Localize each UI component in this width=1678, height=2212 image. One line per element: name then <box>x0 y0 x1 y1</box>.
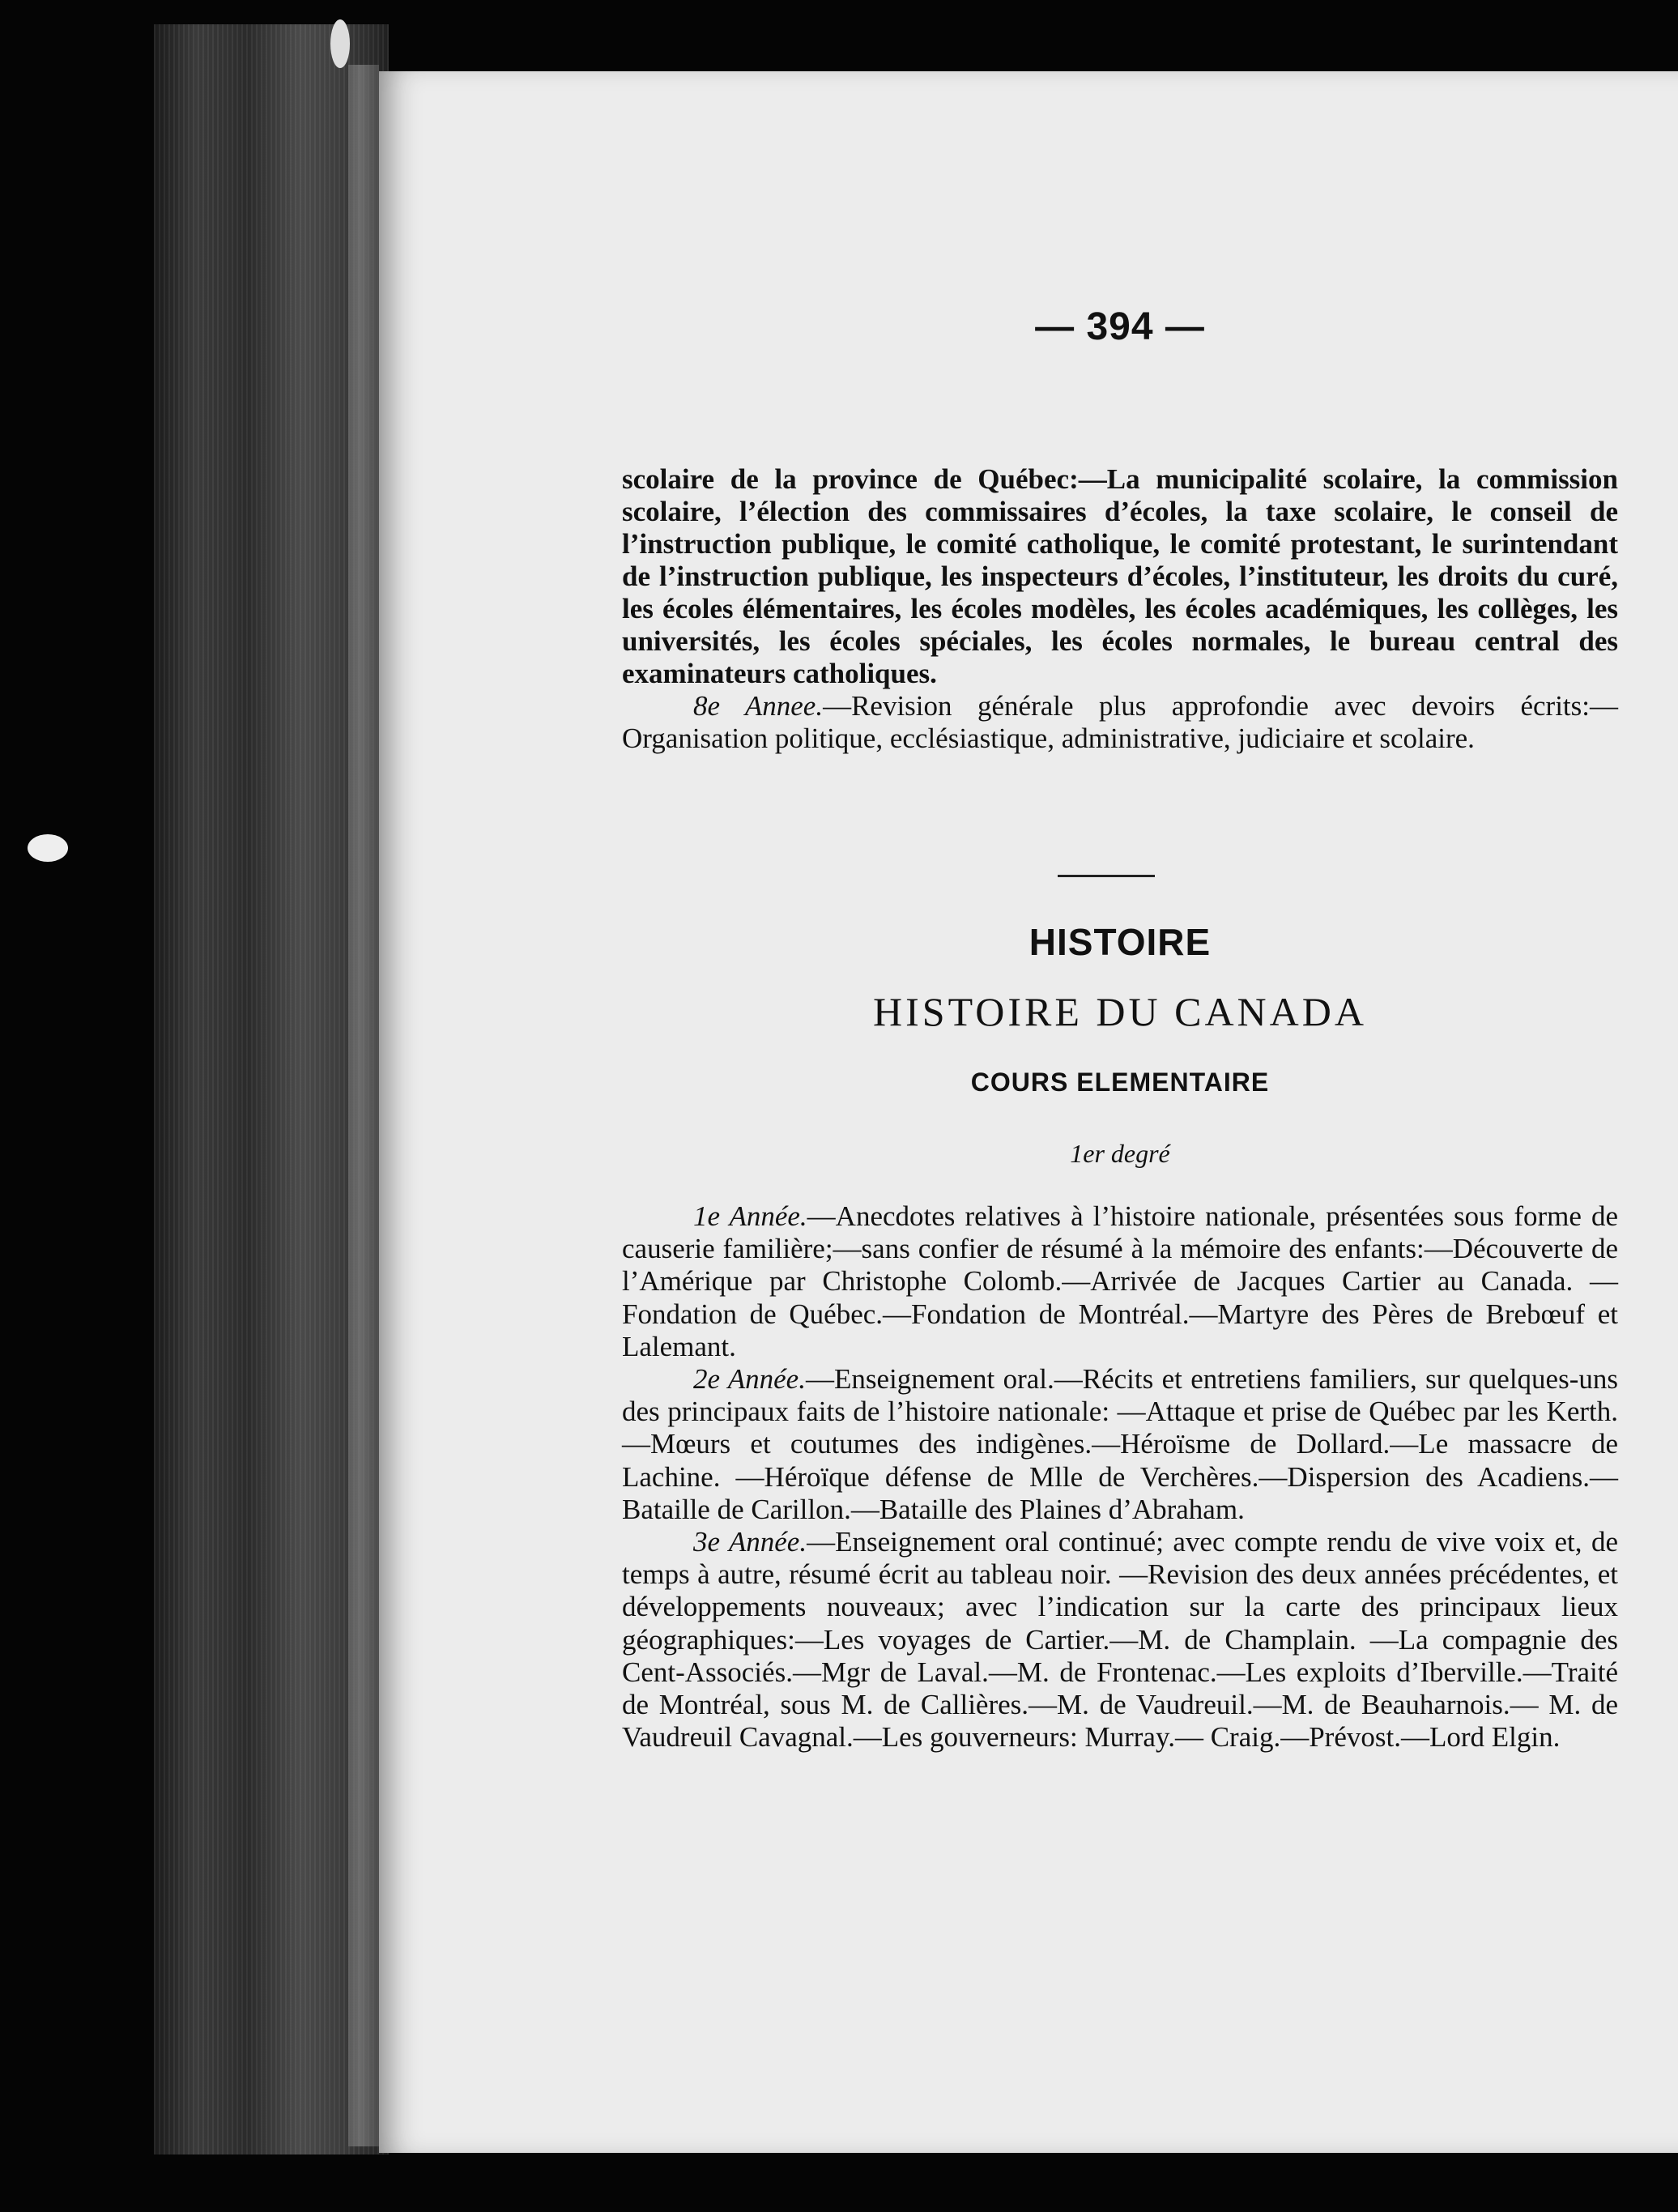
document-page <box>379 71 1678 2153</box>
year-1-text: —Anecdotes relatives à l’histoire nationale, présentées sous forme de causerie familière;—sans confier de résumé à la mémoire des enfants:—Découverte de l’Amérique par Christophe Colomb.—Arrivée de Jacques Cartier au Canada. —Fondation de Québec.—Fondation de Montréal.—Martyre des Pères de Brebœuf et Lalemant. <box>622 1200 1618 1362</box>
year-8-paragraph <box>622 690 1618 755</box>
year-3-text: —Enseignement oral continué; avec compte rendu de vive voix et, de temps à autre, résumé écrit au tableau noir. —Revision des deux années précédentes, et développements nouveaux; avec l’indication sur la carte des principaux lieux géographiques:—Les voyages de Cartier.—M. de Champlain. —La compagnie des Cent-Associés.—Mgr de Laval.—M. de Frontenac.—Les exploits d’Iberville.—Traité de Montréal, sous M. de Callières.—M. de Vaudreuil.—M. de Beauharnois.— M. de Vaudreuil Cavagnal.—Les gouverneurs: Murray.— Craig.—Prévost.—Lord Elgin. <box>622 1526 1618 1754</box>
degree-label: 1er degré <box>1070 1139 1170 1168</box>
scan-speck <box>28 834 68 862</box>
year-1-label: 1e Année. <box>693 1200 807 1232</box>
year-8-label: 8e Annee. <box>693 690 824 722</box>
year-8-text: —Revision générale plus approfondie avec devoirs écrits:—Organisation politique, ecclésiastique, administrative, judiciaire et scolaire. <box>622 690 1618 754</box>
section-divider <box>1058 875 1155 877</box>
year-3-label: 3e Année. <box>693 1526 807 1558</box>
year-2-paragraph <box>622 1363 1618 1526</box>
history-text-block <box>622 1200 1618 1754</box>
year-3-paragraph <box>622 1526 1618 1754</box>
year-2-text: —Enseignement oral.—Récits et entretiens familiers, sur quelques-uns des principaux faits de l’histoire nationale: —Attaque et prise de Québec par les Kerth.—Mœurs et coutumes des indigènes.—Héroïsme de Dollard.—Le massacre de Lachine. —Héroïque défense de Mlle de Verchères.—Dispersion des Acadiens.—Bataille de Carillon.—Bataille des Plaines d’Abraham. <box>622 1363 1618 1525</box>
year-2-label: 2e Année. <box>693 1363 806 1396</box>
page-number: — 394 — <box>1035 305 1205 348</box>
section-title: HISTOIRE <box>1029 921 1212 963</box>
course-title: COURS ELEMENTAIRE <box>970 1068 1270 1097</box>
year-1-paragraph <box>622 1200 1618 1363</box>
top-paragraph: scolaire de la province de Québec:—La municipalité scolaire, la commission scolaire, l’élection des commissaires d’écoles, la taxe scolaire, le conseil de l’instruction publique, le comité catholique, le comité protestant, le surintendant de l’instruction publique, les inspecteurs d’écoles, l’instituteur, les droits du curé, les écoles élémentaires, les écoles modèles, les écoles académiques, les collèges, les universités, les écoles spéciales, les écoles normales, le bureau central des examinateurs catholiques. <box>622 463 1618 689</box>
scan-speck <box>330 19 350 68</box>
continued-text-block <box>622 463 1618 755</box>
page-edge <box>348 65 379 2146</box>
subsection-title: HISTOIRE DU CANADA <box>873 989 1367 1034</box>
